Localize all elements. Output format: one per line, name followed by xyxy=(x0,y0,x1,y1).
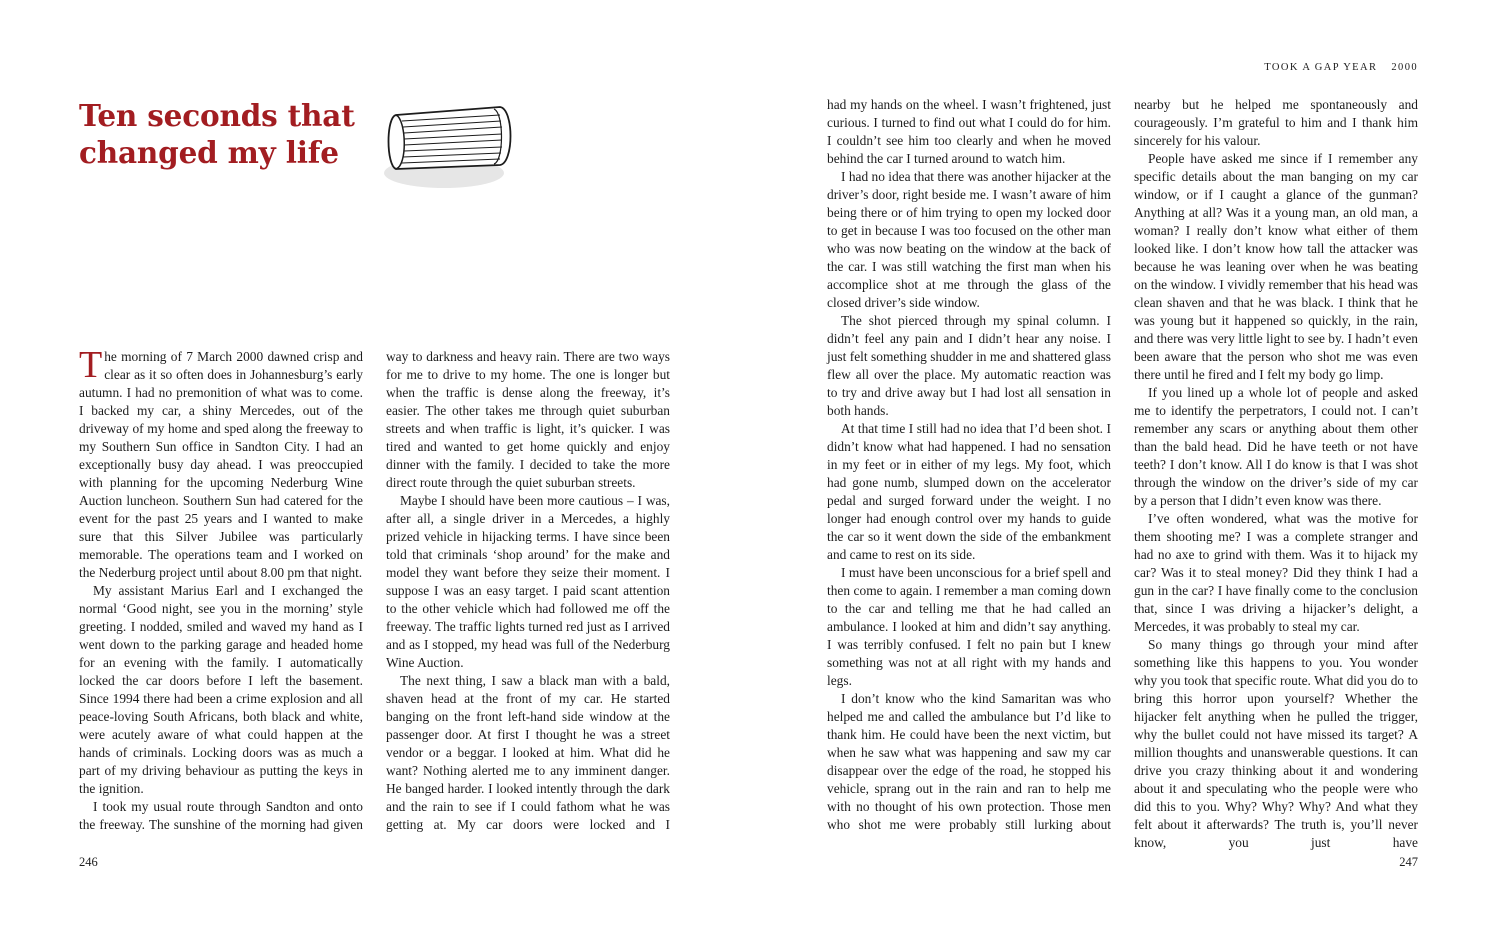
paragraph: way to darkness and heavy rain. There are two ways for me to drive to my home. The one is longer but when the traffic is dense along the freeway, it’s easier. The other takes me through quiet suburban streets and when traffic is light, it’s quicker. I was tired and wanted to get home quickly and enjoy dinner with the family. I decided to take the more direct route through the quiet suburban streets. xyxy=(386,349,670,490)
paragraph: The morning of 7 March 2000 dawned crisp and clear as it so often does in Johannesburg’s early autumn. I had no premonition of what was to come. I backed my car, a shiny Mercedes, out of the driveway of my home and sped along the freeway to my Southern Sun office in Sandton City. I had an exceptionally busy day ahead. I was preoccupied with planning for the upcoming Nederburg Wine Auction luncheon. Southern Sun had catered for the event for the past 25 years and I wanted to make sure that this Silver Jubilee was particularly memorable. The operations team and I worked on the Nederburg project until about 8.00 pm that night. xyxy=(79,344,363,580)
left-page-column-2 xyxy=(386,348,670,834)
paragraph: I must have been unconscious for a brief spell and then come to again. I remember a man coming down to the car and telling me that he had called an ambulance. I looked at him and didn’t say anything. I was terribly confused. I felt no pain but I knew something was not at all right with my hands and legs. xyxy=(827,565,1111,688)
paragraph: People have asked me since if I remember any specific details about the man banging on my car window, or if I caught a glance of the gunman? Anything at all? Was it a young man, an old man, a woman? I really don’t know what either of them looked like. I don’t know how tall the attacker was because he was leaning over when he was beating on the window. I vividly remember that his head was clean shaven and that he was black. I think that he was young but it happened so quickly, in the rain, and there was very little light to see by. I hadn’t even been aware that the person who shot me was even there until he fired and I felt my body go limp. xyxy=(1134,151,1418,382)
paragraph: The shot pierced through my spinal column. I didn’t feel any pain and I didn’t hear any noise. I just felt something shudder in me and shattered glass flew all over the place. My automatic reaction was to try and drive away but I had lost all sensation in both hands. xyxy=(827,313,1111,418)
page-number-left: 246 xyxy=(79,855,98,869)
left-page-column-1 xyxy=(79,344,363,834)
paragraph: I don’t know who the kind Samaritan was who helped me and called the ambulance but I’d like to thank him. He could have been the next victim, but when he saw what was happening and saw my car disappear over the edge of the road, he stopped his vehicle, sprang out in the rain and ran to help me with no thought of his own protection. Those men who shot me were probably still lurking about xyxy=(827,691,1111,832)
rolled-cylinder-illustration xyxy=(382,103,516,191)
chapter-title-line-2: changed my life xyxy=(79,135,339,170)
drop-cap: T xyxy=(79,344,103,386)
chapter-title xyxy=(79,97,379,171)
paragraph: The next thing, I saw a black man with a bald, shaven head at the front of my car. He started banging on the front left-hand side window at the passenger door. At first I thought he was a street vendor or a beggar. I looked at him. What did he want? Nothing alerted me to any imminent danger. He banged harder. I looked intently through the dark and the rain to see if I could fathom what he was getting at. My car doors were locked and I xyxy=(386,673,670,832)
paragraph: nearby but he helped me spontaneously and courageously. I’m grateful to him and I thank him sincerely for his valour. xyxy=(1134,97,1418,148)
paragraph: So many things go through your mind after something like this happens to you. You wonder why you took that specific route. What did you do to bring this horror upon yourself? Whether the hijacker felt anything when he pulled the trigger, why the bullet could not have missed its target? A million thoughts and unanswerable questions. It can drive you crazy thinking about it and wondering about it and speculating who the people were who did this to you. Why? Why? Why? And what they felt about it afterwards? The truth is, you’ll never know, you just have xyxy=(1134,637,1418,850)
page-number-right: 247 xyxy=(1399,855,1418,869)
paragraph: My assistant Marius Earl and I exchanged the normal ‘Good night, see you in the morning’ style greeting. I nodded, smiled and waved my hand as I went down to the parking garage and headed home for an evening with the family. I automatically locked the car doors before I left the basement. Since 1994 there had been a crime explosion and all peace-loving South Africans, both black and white, were acutely aware of what could happen at the hands of criminals. Locking doors was as much a part of my driving behaviour as putting the keys in the ignition. xyxy=(79,583,363,796)
running-head xyxy=(1264,62,1418,73)
right-page-column-2 xyxy=(1134,96,1418,852)
paragraph: At that time I still had no idea that I’d been shot. I didn’t know what had happened. I had no sensation in my feet or in either of my legs. My foot, which had gone numb, slumped down on the accelerator pedal and surged forward under the weight. I no longer had enough control over my hands to guide the car so it went down the side of the embankment and came to rest on its side. xyxy=(827,421,1111,562)
paragraph: I’ve often wondered, what was the motive for them shooting me? I was a complete stranger and had no axe to grind with them. Was it to hijack my car? Was it to steal money? Did they think I had a gun in the car? I have finally come to the conclusion that, since I was driving a hijacker’s delight, a Mercedes, it was probably to steal my car. xyxy=(1134,511,1418,634)
right-page-column-1 xyxy=(827,96,1111,834)
paragraph: If you lined up a whole lot of people and asked me to identify the perpetrators, I could not. I can’t remember any scars or anything about them other than the bald head. Did he have teeth or not have teeth? I don’t know. All I do know is that I was shot through the window on the driver’s side of my car by a person that I didn’t even know was there. xyxy=(1134,385,1418,508)
paragraph: I took my usual route through Sandton and onto the freeway. The sunshine of the morning had given xyxy=(79,799,363,832)
paragraph: Maybe I should have been more cautious – I was, after all, a single driver in a Mercedes, a highly prized vehicle in hijacking terms. I have since been told that criminals ‘shop around’ for the make and model they want before they seize their moment. I suppose I was an easy target. I paid scant attention to the other vehicle which had followed me off the freeway. The traffic lights turned red just as I arrived and as I stopped, my head was full of the Nederburg Wine Auction. xyxy=(386,493,670,670)
running-head-year: 2000 xyxy=(1391,62,1418,73)
running-head-title: TOOK A GAP YEAR xyxy=(1264,62,1378,73)
paragraph: I had no idea that there was another hijacker at the driver’s door, right beside me. I wasn’t aware of him being there or of him trying to open my locked door to get in because I was too focused on the other man who was now beating on the window at the back of the car. I was still watching the first man when his accomplice shot at me through the glass of the closed driver’s side window. xyxy=(827,169,1111,310)
chapter-title-line-1: Ten seconds that xyxy=(79,98,355,133)
paragraph: had my hands on the wheel. I wasn’t frightened, just curious. I turned to find out what I could do for him. I couldn’t see him too clearly and when he moved behind the car I turned around to watch him. xyxy=(827,97,1111,166)
